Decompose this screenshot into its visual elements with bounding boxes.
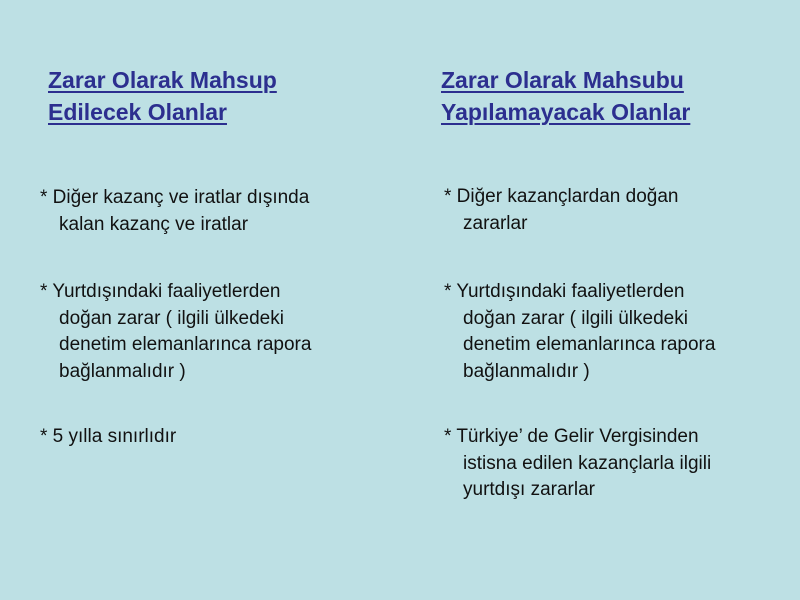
right-bullet-item — [444, 279, 800, 385]
right-item-1-line-2: zararlar — [463, 212, 528, 234]
right-column-heading — [441, 64, 690, 128]
right-heading-line-2: Yapılamayacak Olanlar — [441, 99, 691, 125]
right-item-3-line-2: istisna edilen kazançlarla ilgili — [463, 452, 712, 474]
left-item-2-line-2: doğan zarar ( ilgili ülkedeki — [59, 307, 284, 329]
left-column-heading — [48, 64, 277, 128]
right-bullet-item — [444, 424, 800, 504]
left-item-1-line-1: * Diğer kazanç ve iratlar dışında — [40, 187, 310, 208]
right-item-3-line-1: * Türkiye’ de Gelir Vergisinden — [444, 426, 699, 447]
right-heading-line-1: Zarar Olarak Mahsubu — [441, 67, 684, 93]
left-item-3-line-1: * 5 yılla sınırlıdır — [40, 426, 177, 447]
left-bullet-item — [40, 185, 399, 238]
right-item-2-line-3: denetim elemanlarınca rapora — [463, 334, 716, 355]
left-item-1-line-2: kalan kazanç ve iratlar — [59, 213, 249, 235]
left-bullet-item — [40, 279, 399, 385]
left-bullet-item — [40, 424, 399, 451]
left-item-2-line-3: denetim elemanlarınca rapora — [59, 334, 312, 355]
right-item-2-line-1: * Yurtdışındaki faaliyetlerden — [444, 281, 685, 302]
left-heading-line-1: Zarar Olarak Mahsup — [48, 67, 277, 93]
right-item-1-line-1: * Diğer kazançlardan doğan — [444, 186, 679, 207]
right-bullet-item — [444, 184, 800, 237]
right-item-2-line-4: bağlanmalıdır ) — [463, 360, 590, 382]
right-item-2-line-2: doğan zarar ( ilgili ülkedeki — [463, 307, 688, 329]
right-item-3-line-3: yurtdışı zararlar — [463, 479, 595, 500]
left-heading-line-2: Edilecek Olanlar — [48, 99, 227, 125]
left-item-2-line-1: * Yurtdışındaki faaliyetlerden — [40, 281, 281, 302]
left-item-2-line-4: bağlanmalıdır ) — [59, 360, 186, 382]
